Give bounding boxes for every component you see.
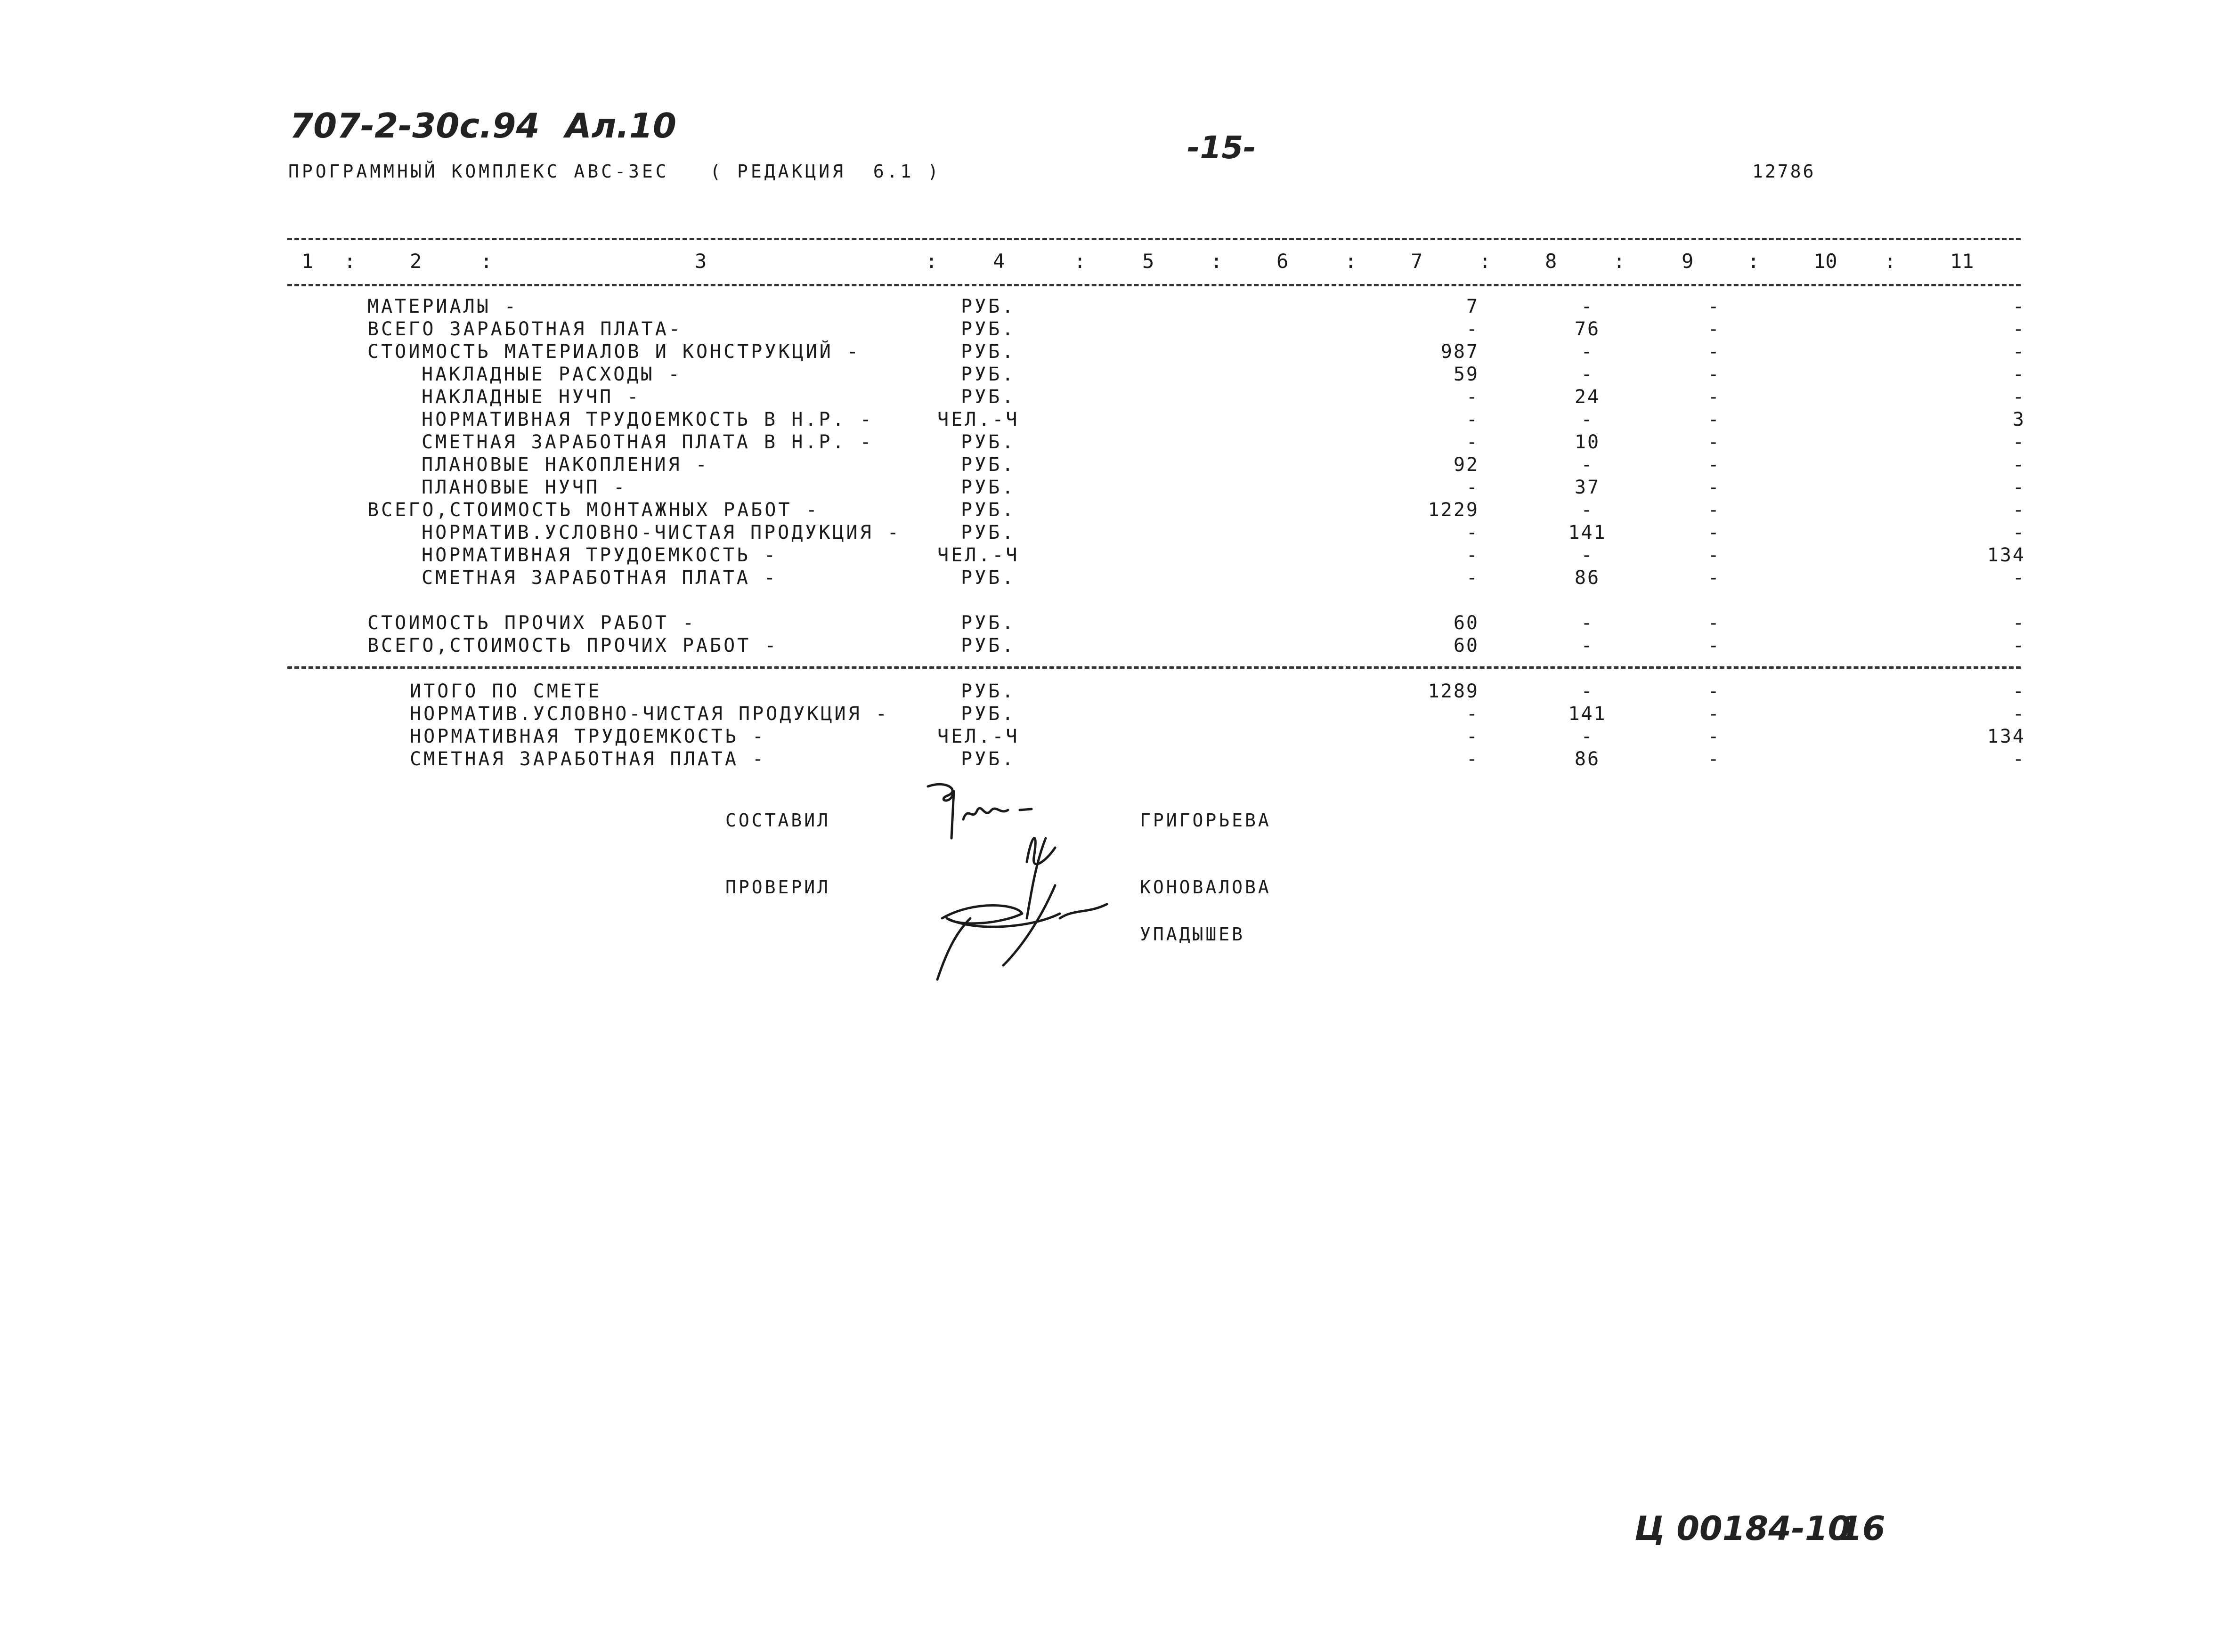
row-unit: РУБ. [961,522,1016,543]
totals-col11: 134 [1987,726,2025,747]
row-col7: 7 [1466,296,1479,317]
table-row [0,431,2227,454]
totals-unit: ЧЕЛ.-Ч [937,726,1020,747]
row-col9: - [1707,454,1722,476]
row-col7: - [1466,409,1479,430]
row-col9: - [1707,635,1722,656]
totals-row [0,748,2227,771]
row-col9: - [1707,477,1722,498]
totals-col7: - [1466,703,1479,725]
column-header: 1 [301,250,314,273]
table-row [0,477,2227,499]
row-col7: 92 [1453,454,1479,476]
table-header-rule [287,284,2021,286]
row-col7: 1229 [1428,499,1479,521]
totals-col9: - [1707,748,1722,770]
third-name: УПАДЫШЕВ [1140,924,1245,945]
column-separator: : [1613,250,1626,273]
row-col8: - [1581,341,1594,363]
row-name: НОРМАТИВ.УСЛОВНО-ЧИСТАЯ ПРОДУКЦИЯ - [422,522,901,543]
column-header: 6 [1276,250,1289,273]
column-header: 5 [1142,250,1154,273]
column-separator: : [1884,250,1896,273]
row-col8: - [1581,454,1594,476]
row-name: ВСЕГО ЗАРАБОТНАЯ ПЛАТА- [367,318,683,340]
column-separator: : [1211,250,1223,273]
totals-col9: - [1707,726,1722,747]
row-col8: 24 [1574,386,1601,408]
page-number: -15- [1187,130,1256,166]
row-col11: 3 [2012,409,2025,430]
totals-col9: - [1707,703,1722,725]
composed-label: СОСТАВИЛ [725,810,831,831]
row-col7: 60 [1453,635,1479,656]
row-unit: ЧЕЛ.-Ч [937,409,1020,430]
composed-name: ГРИГОРЬЕВА [1140,810,1271,831]
row-unit: РУБ. [961,567,1016,589]
row-name: НОРМАТИВНАЯ ТРУДОЕМКОСТЬ В Н.Р. - [422,409,874,430]
checked-label: ПРОВЕРИЛ [725,877,831,898]
footer-page-number: 16 [1839,1509,1886,1548]
table-row [0,386,2227,409]
row-unit: РУБ. [961,635,1016,656]
table-row [0,522,2227,544]
column-header: 11 [1950,250,1974,273]
row-col11: - [2012,477,2025,498]
row-col7: - [1466,477,1479,498]
column-separator: : [1074,250,1086,273]
row-unit: РУБ. [961,477,1016,498]
totals-col7: 1289 [1428,680,1479,702]
row-col11: - [2012,364,2025,385]
row-unit: РУБ. [961,612,1016,634]
row-unit: ЧЕЛ.-Ч [937,544,1020,566]
column-header: 3 [695,250,707,273]
row-col9: - [1707,567,1722,589]
totals-unit: РУБ. [961,748,1016,770]
totals-col8: 141 [1568,703,1607,725]
column-separator: : [344,250,356,273]
row-col9: - [1707,431,1722,453]
row-col7: - [1466,544,1479,566]
row-col9: - [1707,341,1722,363]
row-unit: РУБ. [961,431,1016,453]
table-row [0,499,2227,522]
row-col8: - [1581,544,1594,566]
table-top-rule [287,238,2021,240]
table-row [0,364,2227,386]
totals-unit: РУБ. [961,680,1016,702]
document-number: 12786 [1752,161,1816,182]
totals-name: НОРМАТИВНАЯ ТРУДОЕМКОСТЬ - [410,726,766,747]
row-col11: - [2012,612,2025,634]
row-name: СМЕТНАЯ ЗАРАБОТНАЯ ПЛАТА В Н.Р. - [422,431,874,453]
row-col11: - [2012,454,2025,476]
table-row [0,454,2227,477]
column-separator: : [926,250,938,273]
table-row [0,341,2227,364]
row-name: МАТЕРИАЛЫ - [367,296,518,317]
row-col8: 37 [1574,477,1601,498]
sheet-reference: Ал.10 [565,106,677,146]
column-header: 2 [410,250,422,273]
totals-col11: - [2012,680,2025,702]
row-col8: - [1581,635,1594,656]
row-col7: - [1466,567,1479,589]
row-col9: - [1707,386,1722,408]
row-col11: - [2012,635,2025,656]
row-col7: - [1466,522,1479,543]
row-name: ВСЕГО,СТОИМОСТЬ МОНТАЖНЫХ РАБОТ - [367,499,820,521]
row-col9: - [1707,612,1722,634]
totals-col8: 86 [1574,748,1601,770]
row-col11: - [2012,386,2025,408]
row-col8: - [1581,296,1594,317]
column-separator: : [1479,250,1491,273]
checked-name: КОНОВАЛОВА [1140,877,1271,898]
row-name: ПЛАНОВЫЕ НАКОПЛЕНИЯ - [422,454,709,476]
row-col8: 10 [1574,431,1601,453]
row-col7: 59 [1453,364,1479,385]
row-col8: 141 [1568,522,1607,543]
row-col8: - [1581,364,1594,385]
column-separator: : [1747,250,1760,273]
totals-col8: - [1581,680,1594,702]
totals-row [0,726,2227,748]
row-name: СТОИМОСТЬ ПРОЧИХ РАБОТ - [367,612,696,634]
row-col9: - [1707,544,1722,566]
row-col9: - [1707,364,1722,385]
column-separator: : [1345,250,1357,273]
table-row [0,544,2227,567]
totals-name: ИТОГО ПО СМЕТЕ [410,680,602,702]
row-col11: - [2012,567,2025,589]
table-row [0,567,2227,590]
row-col9: - [1707,409,1722,430]
row-unit: РУБ. [961,499,1016,521]
row-col11: 134 [1987,544,2025,566]
column-header: 9 [1682,250,1694,273]
row-col7: - [1466,318,1479,340]
row-col9: - [1707,318,1722,340]
row-col9: - [1707,296,1722,317]
totals-col8: - [1581,726,1594,747]
row-col7: - [1466,386,1479,408]
totals-row [0,680,2227,703]
handwritten-signatures [918,777,1135,1003]
row-col11: - [2012,431,2025,453]
document-code: 707-2-30с.94 [290,106,540,146]
row-unit: РУБ. [961,454,1016,476]
column-header: 7 [1411,250,1423,273]
totals-rule [287,666,2021,669]
table-row [0,318,2227,341]
row-name: СТОИМОСТЬ МАТЕРИАЛОВ И КОНСТРУКЦИЙ - [367,341,861,363]
row-unit: РУБ. [961,386,1016,408]
totals-col11: - [2012,748,2025,770]
row-name: НАКЛАДНЫЕ НУЧП - [422,386,641,408]
row-name: ВСЕГО,СТОИМОСТЬ ПРОЧИХ РАБОТ - [367,635,779,656]
column-header: 4 [993,250,1005,273]
row-col8: - [1581,409,1594,430]
totals-col7: - [1466,748,1479,770]
table-row [0,409,2227,431]
totals-col7: - [1466,726,1479,747]
column-header: 8 [1545,250,1557,273]
row-unit: РУБ. [961,318,1016,340]
totals-name: НОРМАТИВ.УСЛОВНО-ЧИСТАЯ ПРОДУКЦИЯ - [410,703,889,725]
row-name: СМЕТНАЯ ЗАРАБОТНАЯ ПЛАТА - [422,567,778,589]
row-unit: РУБ. [961,296,1016,317]
row-col8: - [1581,612,1594,634]
totals-col11: - [2012,703,2025,725]
column-separator: : [480,250,493,273]
row-col11: - [2012,318,2025,340]
row-col11: - [2012,499,2025,521]
footer-code: Ц 00184-10 [1634,1509,1851,1548]
table-row [0,635,2227,657]
row-col8: 86 [1574,567,1601,589]
row-col7: - [1466,431,1479,453]
totals-row [0,703,2227,726]
row-col7: 987 [1440,341,1479,363]
row-name: ПЛАНОВЫЕ НУЧП - [422,477,627,498]
totals-unit: РУБ. [961,703,1016,725]
row-unit: РУБ. [961,341,1016,363]
table-row [0,296,2227,318]
table-row [0,612,2227,635]
row-name: НОРМАТИВНАЯ ТРУДОЕМКОСТЬ - [422,544,778,566]
row-col7: 60 [1453,612,1479,634]
row-col11: - [2012,522,2025,543]
row-col11: - [2012,341,2025,363]
row-name: НАКЛАДНЫЕ РАСХОДЫ - [422,364,682,385]
row-col9: - [1707,499,1722,521]
totals-name: СМЕТНАЯ ЗАРАБОТНАЯ ПЛАТА - [410,748,766,770]
row-unit: РУБ. [961,364,1016,385]
row-col8: - [1581,499,1594,521]
row-col8: 76 [1574,318,1601,340]
row-col9: - [1707,522,1722,543]
row-col11: - [2012,296,2025,317]
program-title: ПРОГРАММНЫЙ КОМПЛЕКС АВС-3ЕС ( РЕДАКЦИЯ 6.1 ) [288,161,942,182]
totals-col9: - [1707,680,1722,702]
column-header: 10 [1813,250,1837,273]
